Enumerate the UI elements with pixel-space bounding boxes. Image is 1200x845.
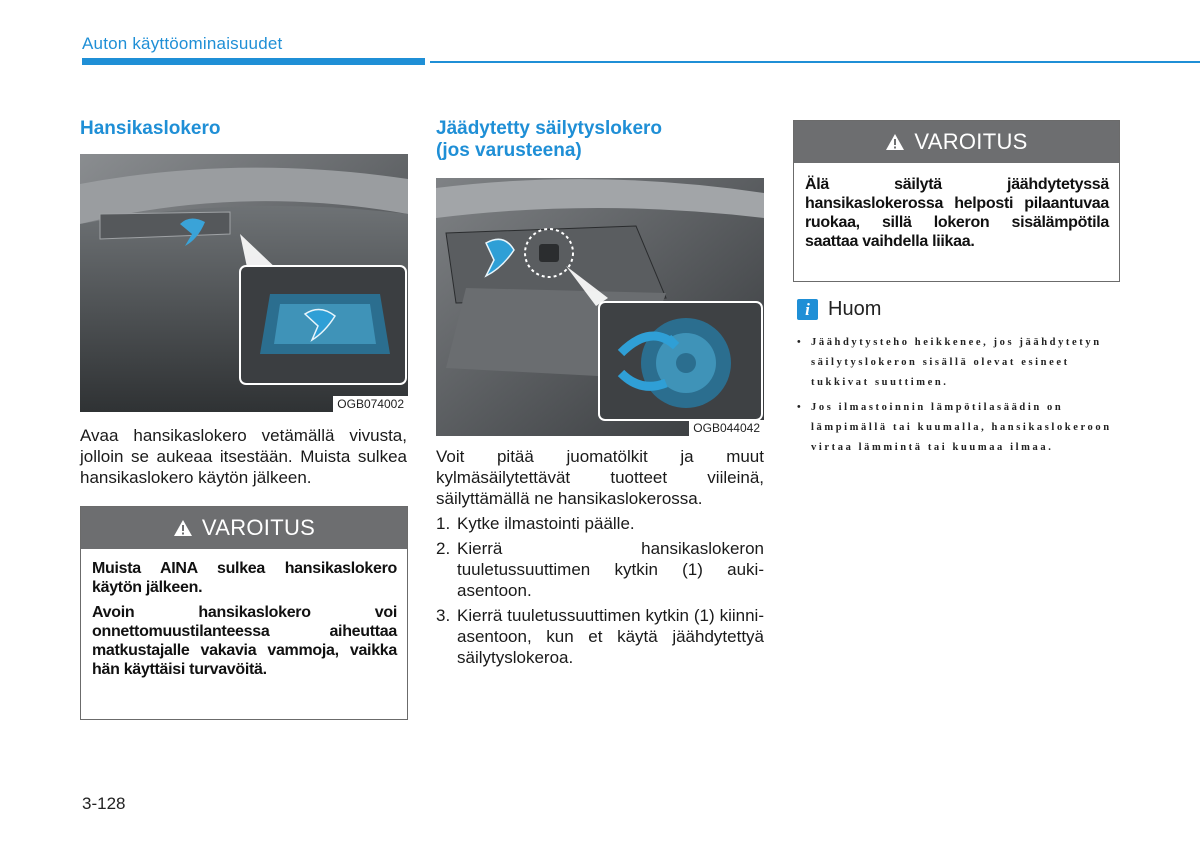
warning-header <box>794 121 1119 163</box>
figure-code: OGB074002 <box>333 396 408 412</box>
warning-triangle-icon <box>173 519 193 537</box>
note-label: Huom <box>828 298 882 320</box>
step-number: 2. <box>436 539 451 558</box>
note-text: Jäähdytysteho heikkenee, jos jäähdytetyn säilytyslokeron sisällä olevat esineet tukkivat suuttimen. <box>811 337 1102 388</box>
bullet: • <box>797 402 801 413</box>
section-title-glovebox: Hansikaslokero <box>80 118 221 139</box>
step-item <box>436 513 764 534</box>
step-item <box>436 605 764 668</box>
info-icon: i <box>797 299 818 320</box>
cooled-box-figure <box>436 178 764 436</box>
note-list <box>797 333 1119 463</box>
glovebox-figure <box>80 154 408 412</box>
warning-body <box>794 163 1119 265</box>
warning-label: VAROITUS <box>914 129 1028 154</box>
step-number: 3. <box>436 606 451 625</box>
cooled-box-illustration <box>436 178 764 436</box>
note-item <box>797 398 1119 458</box>
step-item <box>436 538 764 601</box>
step-text: Kierrä tuuletussuuttimen kytkin (1) kiinni-asentoon, kun et käytä jäähdytettyä säilytyslokeroa. <box>457 606 764 667</box>
glovebox-body <box>80 425 407 488</box>
step-number: 1. <box>436 514 451 533</box>
glovebox-paragraph: Avaa hansikaslokero vetämällä vivusta, jolloin se aukeaa itsestään. Muista sulkea hansikaslokero käytön jälkeen. <box>80 426 407 487</box>
cooled-box-intro: Voit pitää juomatölkit ja muut kylmäsäilytettävät tuotteet viileinä, säilyttämällä ne hansikaslokerossa. <box>436 447 764 508</box>
section-title-line: (jos varusteena) <box>436 140 582 161</box>
section-title-cooled-box <box>436 118 662 162</box>
warning-paragraph: Muista AINA sulkea hansikaslokero käytön jälkeen. <box>92 560 397 596</box>
header-rule-thin <box>430 61 1200 63</box>
warning-box-glovebox <box>80 506 408 720</box>
warning-box-cooled <box>793 120 1120 282</box>
note-header <box>797 298 881 321</box>
header-rule-thick <box>82 58 425 65</box>
glovebox-illustration <box>80 154 408 412</box>
warning-triangle-icon <box>885 133 905 151</box>
section-title-line: Jäädytetty säilytyslokero <box>436 118 663 139</box>
warning-paragraph: Avoin hansikaslokero voi onnettomuustilanteessa aiheuttaa matkustajalle vakavia vammoja, vaikka hän käyttäisi turvavöitä. <box>92 604 397 678</box>
bullet: • <box>797 337 801 348</box>
cooled-box-body <box>436 446 764 668</box>
note-item <box>797 333 1119 393</box>
step-text: Kierrä hansikaslokeron tuuletussuuttimen kytkin (1) auki-asentoon. <box>457 539 764 600</box>
warning-header <box>81 507 407 549</box>
warning-body <box>81 549 407 693</box>
warning-label: VAROITUS <box>201 515 316 540</box>
warning-paragraph: Älä säilytä jäähdytetyssä hansikaslokerossa helposti pilaantuvaa ruokaa, sillä lokeron sisälämpötila saattaa vaihdella liikaa. <box>805 176 1109 250</box>
step-text: Kytke ilmastointi päälle. <box>457 514 635 533</box>
running-header: Auton käyttöominaisuudet <box>82 34 283 53</box>
page-number: 3-128 <box>82 794 126 813</box>
figure-code: OGB044042 <box>689 420 764 436</box>
note-text: Jos ilmastoinnin lämpötilasäädin on lämpimällä tai kuumalla, hansikaslokeroon virtaa lämmintä tai kuumaa ilmaa. <box>811 402 1112 453</box>
